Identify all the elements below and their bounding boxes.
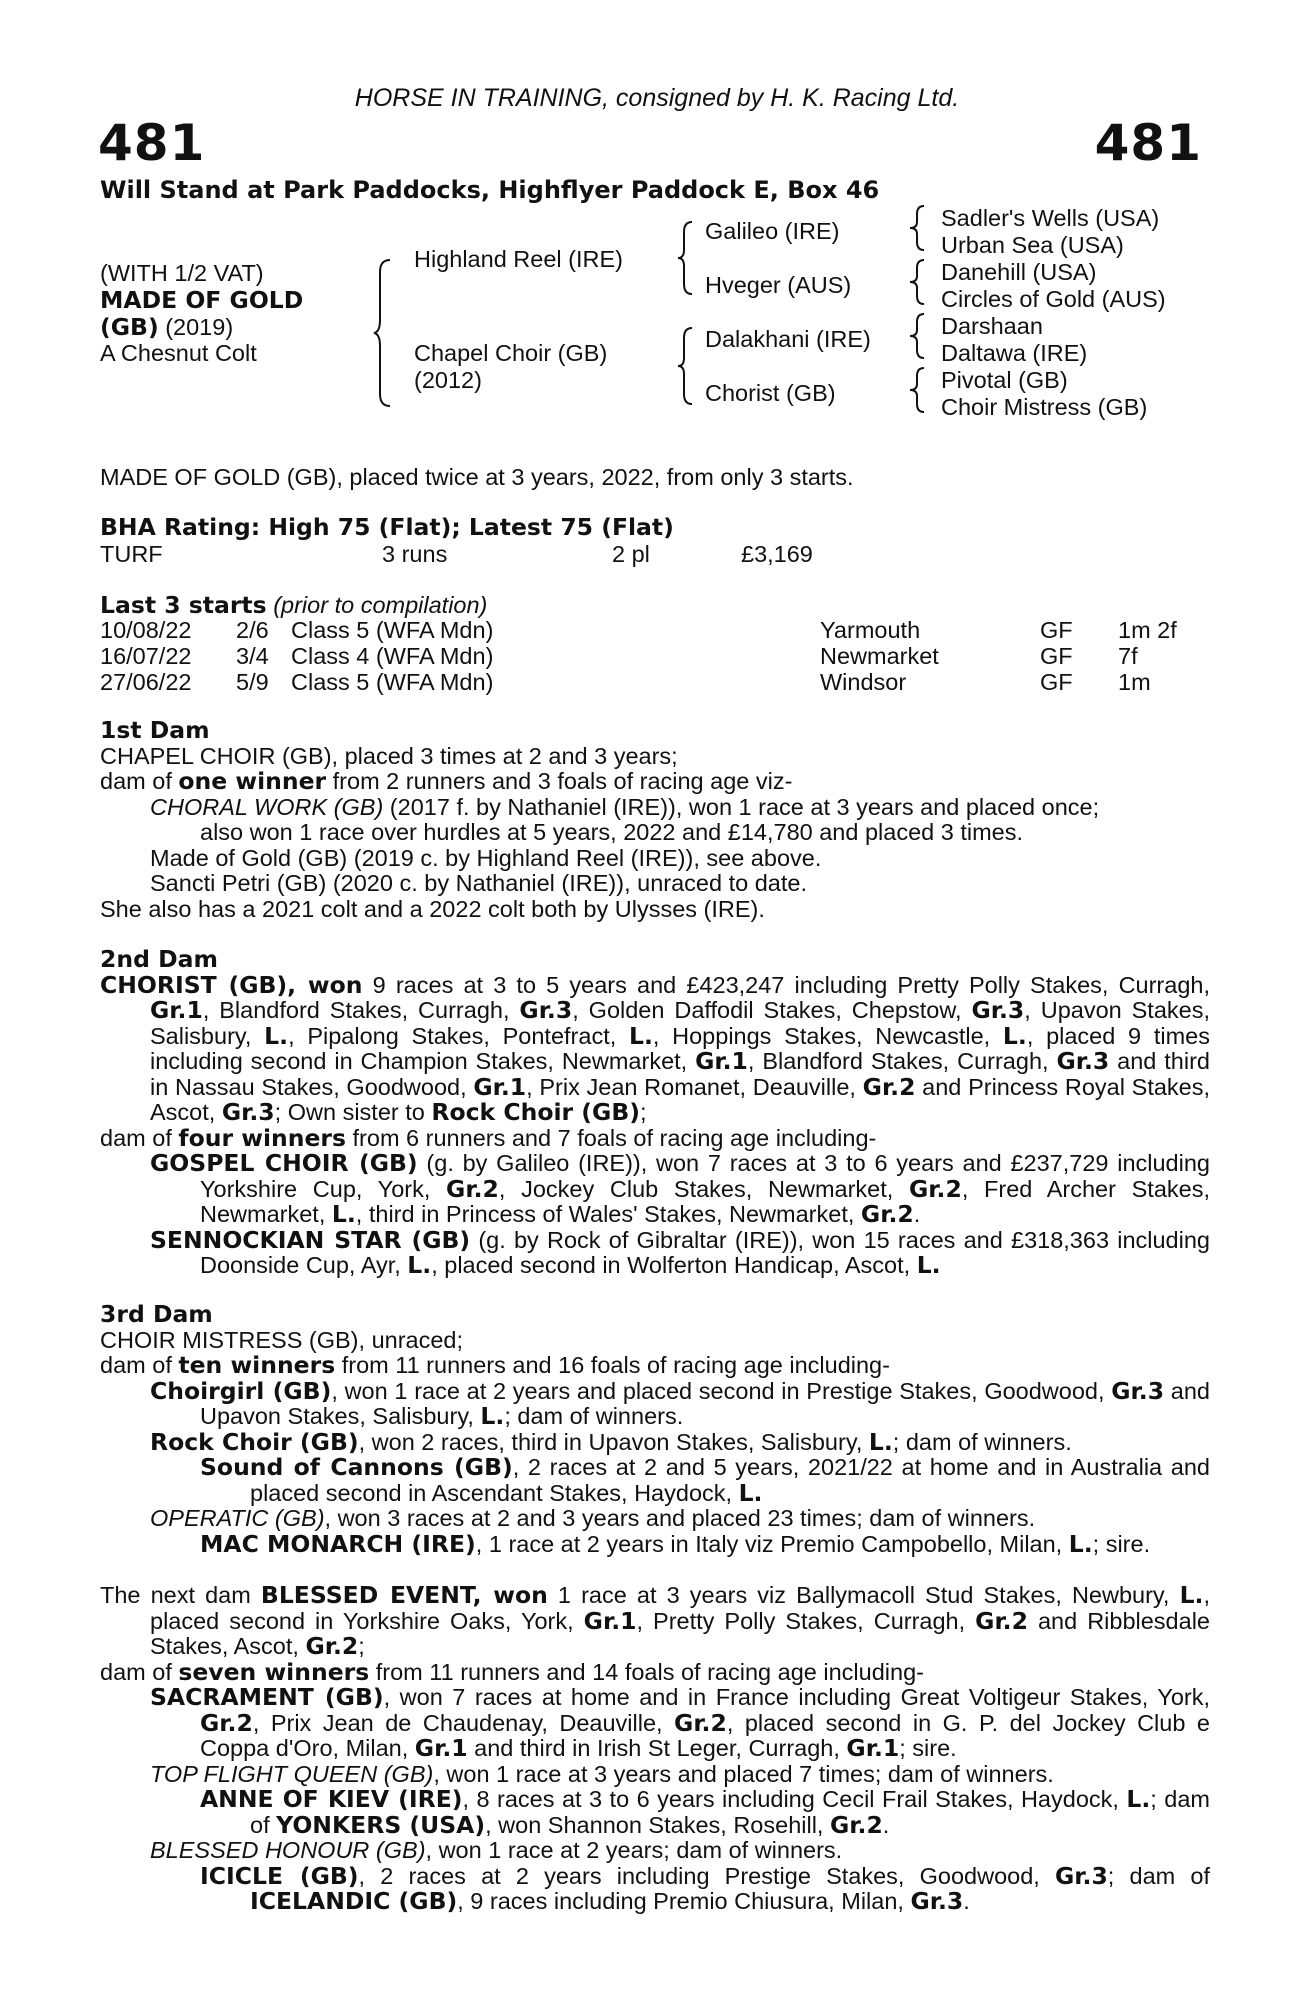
pedigree-sire-dam: Hveger (AUS) [705,272,852,298]
pedigree-brace-sd [908,258,928,306]
produce-top-flight-queen: TOP FLIGHT QUEEN (GB), won 1 race at 3 years and placed 7 times; dam of winners. [150,1760,1054,1787]
stand-location: Will Stand at Park Paddocks, Highflyer Paddock E, Box 46 [100,176,880,204]
pedigree-dam-year: (2012) [414,367,482,393]
pedigree-brace-sire [676,220,696,296]
second-dam-heading: 2nd Dam [100,945,218,973]
race-summary: MADE OF GOLD (GB), placed twice at 3 years, 2022, from only 3 starts. [100,464,854,490]
horse-name: MADE OF GOLD [100,286,304,314]
produce-choral-work: CHORAL WORK (GB) (2017 f. by Nathaniel (IRE)), won 1 race at 3 years and placed once; [150,793,1100,820]
start-race: Class 5 (WFA Mdn) [291,617,494,643]
chorist-produce: dam of four winners from 6 runners and 7 foals of racing age including- [100,1123,877,1152]
start-dist: 1m [1118,669,1151,695]
third-dam-produce: dam of ten winners from 11 runners and 16 foals of racing age including- [100,1351,890,1379]
produce-sound-of-cannons: Sound of Cannons (GB), 2 races at 2 and 5 years, 2021/22 at home and in Australia and placed second in Ascendant Stakes, Haydock, L. [200,1453,1210,1507]
vat-note: (WITH 1/2 VAT) [100,260,264,286]
produce-choral-work-cont: also won 1 race over hurdles at 5 years, 2022 and £14,780 and placed 3 times. [200,819,1024,845]
next-dam-section [100,1583,1210,1915]
pedigree-ssd: Urban Sea (USA) [941,232,1124,258]
produce-sacrament: SACRAMENT (GB), won 7 races at home and in France including Great Voltigeur Stakes, York, Gr.2, Prix Jean de Chaudenay, Deauville, Gr.2, placed second in G. P. del Jockey Club e Coppa d'Oro, Milan, Gr.1 and third in Irish St Leger, Curragh, Gr.1; sire. [150,1683,1211,1762]
lot-number-left: 481 [98,114,206,172]
pedigree-ddd: Choir Mistress (GB) [941,394,1148,420]
start-date: 16/07/22 [100,643,192,669]
start-pos: 2/6 [236,617,269,643]
horse-origin-year: (GB) (2019) [100,313,234,341]
pedigree-dss: Darshaan [941,313,1043,339]
rating-earnings: £3,169 [741,541,813,567]
rating-surface: TURF [100,541,163,567]
last-starts-heading: Last 3 starts (prior to compilation) [100,591,488,619]
start-going: GF [1040,669,1073,695]
third-dam-heading: 3rd Dam [100,1300,213,1328]
produce-blessed-honour: BLESSED HONOUR (GB), won 1 race at 2 years; dam of winners. [150,1837,843,1863]
chorist-record: CHORIST (GB), won 9 races at 3 to 5 years and £423,247 including Pretty Polly Stakes, Curragh, Gr.1, Blandford Stakes, Curragh, Gr.3, Golden Daffodil Stakes, Chepstow, Gr.3, Upavon Stakes, Salisbury, L., Pipalong Stakes, Pontefract, L., Hoppings Stakes, Newcastle, L., placed 9 times including second in Champion Stakes, Newmarket, Gr.1, Blandford Stakes, Curragh, Gr.3 and third in Nassau Stakes, Goodwood, Gr.1, Prix Jean Romanet, Deauville, Gr.2 and Princess Royal Stakes, Ascot, Gr.3; Own sister to Rock Choir (GB); [100,970,1211,1126]
start-dist: 7f [1118,643,1138,669]
pedigree-brace-dd [908,366,928,414]
pedigree-sss: Sadler's Wells (USA) [941,205,1160,231]
third-dam-line: CHOIR MISTRESS (GB), unraced; [100,1326,464,1353]
start-going: GF [1040,643,1073,669]
pedigree-brace-dam [676,326,696,406]
start-date: 10/08/22 [100,617,192,643]
first-dam-section [100,718,1210,922]
horse-description: A Chesnut Colt [100,340,257,366]
pedigree-dam-dam: Chorist (GB) [705,380,836,406]
first-dam-note: She also has a 2021 colt and a 2022 colt both by Ulysses (IRE). [100,895,765,922]
start-pos: 3/4 [236,643,269,669]
bha-rating: BHA Rating: High 75 (Flat); Latest 75 (Flat) [100,513,674,541]
produce-sancti-petri: Sancti Petri (GB) (2020 c. by Nathaniel (IRE)), unraced to date. [150,870,807,896]
start-date: 27/06/22 [100,669,192,695]
produce-mac-monarch: MAC MONARCH (IRE), 1 race at 2 years in Italy viz Premio Campobello, Milan, L.; sire. [200,1529,1151,1558]
pedigree-brace-main [372,258,394,408]
lot-number-right: 481 [1094,114,1202,172]
third-dam-section [100,1302,1210,1557]
start-race: Class 4 (WFA Mdn) [291,643,494,669]
blessed-event-record: The next dam BLESSED EVENT, won 1 race at 3 years viz Ballymacoll Stud Stakes, Newbury, L., placed second in Yorkshire Oaks, York, Gr.1, Pretty Polly Stakes, Curragh, Gr.2 and Ribblesdale Stakes, Ascot, Gr.2; [100,1581,1210,1660]
pedigree-dsd: Daltawa (IRE) [941,340,1088,366]
start-dist: 1m 2f [1118,617,1177,643]
produce-sennockian-star: SENNOCKIAN STAR (GB) (g. by Rock of Gibraltar (IRE)), won 15 races and £318,363 including Doonside Cup, Ayr, L., placed second in Wolferton Handicap, Ascot, L. [150,1225,1210,1279]
first-dam-line: CHAPEL CHOIR (GB), placed 3 times at 2 and 3 years; [100,742,678,769]
produce-gospel-choir: GOSPEL CHOIR (GB) (g. by Galileo (IRE)), won 7 races at 3 to 6 years and £237,729 including Yorkshire Cup, York, Gr.2, Jockey Club Stakes, Newmarket, Gr.2, Fred Archer Stakes, Newmarket, L., third in Princess of Wales' Stakes, Newmarket, Gr.2. [150,1149,1210,1228]
start-course: Yarmouth [820,617,921,643]
first-dam-produce: dam of one winner from 2 runners and 3 foals of racing age viz- [100,767,793,795]
pedigree-dds: Pivotal (GB) [941,367,1068,393]
pedigree-dam: Chapel Choir (GB) [414,340,608,366]
first-dam-heading: 1st Dam [100,716,210,744]
pedigree-sds: Danehill (USA) [941,259,1097,285]
produce-anne-of-kiev: ANNE OF KIEV (IRE), 8 races at 3 to 6 years including Cecil Frail Stakes, Haydock, L.; dam of YONKERS (USA), won Shannon Stakes, Rosehill, Gr.2. [200,1785,1211,1839]
rating-runs: 3 runs [382,541,448,567]
produce-made-of-gold: Made of Gold (GB) (2019 c. by Highland Reel (IRE)), see above. [150,844,822,871]
start-course: Newmarket [820,643,939,669]
consignor-line: HORSE IN TRAINING, consigned by H. K. Racing Ltd. [354,84,960,112]
second-dam-section [100,947,1210,1279]
start-going: GF [1040,617,1073,643]
pedigree-sire: Highland Reel (IRE) [414,246,623,272]
start-pos: 5/9 [236,669,269,695]
pedigree-brace-ss [908,204,928,252]
produce-rock-choir: Rock Choir (GB), won 2 races, third in Upavon Stakes, Salisbury, L.; dam of winners. [150,1427,1072,1456]
start-race: Class 5 (WFA Mdn) [291,669,494,695]
pedigree-brace-ds [908,312,928,360]
produce-operatic: OPERATIC (GB), won 3 races at 2 and 3 years and placed 23 times; dam of winners. [150,1505,1036,1531]
produce-choirgirl: Choirgirl (GB), won 1 race at 2 years and placed second in Prestige Stakes, Goodwood, Gr.3 and Upavon Stakes, Salisbury, L.; dam of winners. [150,1376,1210,1430]
start-course: Windsor [820,669,907,695]
rating-placed: 2 pl [612,541,650,567]
produce-icicle: ICICLE (GB), 2 races at 2 years including Prestige Stakes, Goodwood, Gr.3; dam of ICELANDIC (GB), 9 races including Premio Chiusura, Milan, Gr.3. [200,1861,1210,1915]
blessed-event-produce: dam of seven winners from 11 runners and 14 foals of racing age including- [100,1657,924,1686]
pedigree-dam-sire: Dalakhani (IRE) [705,326,871,352]
pedigree-sdd: Circles of Gold (AUS) [941,286,1166,312]
pedigree-sire-sire: Galileo (IRE) [705,218,840,244]
